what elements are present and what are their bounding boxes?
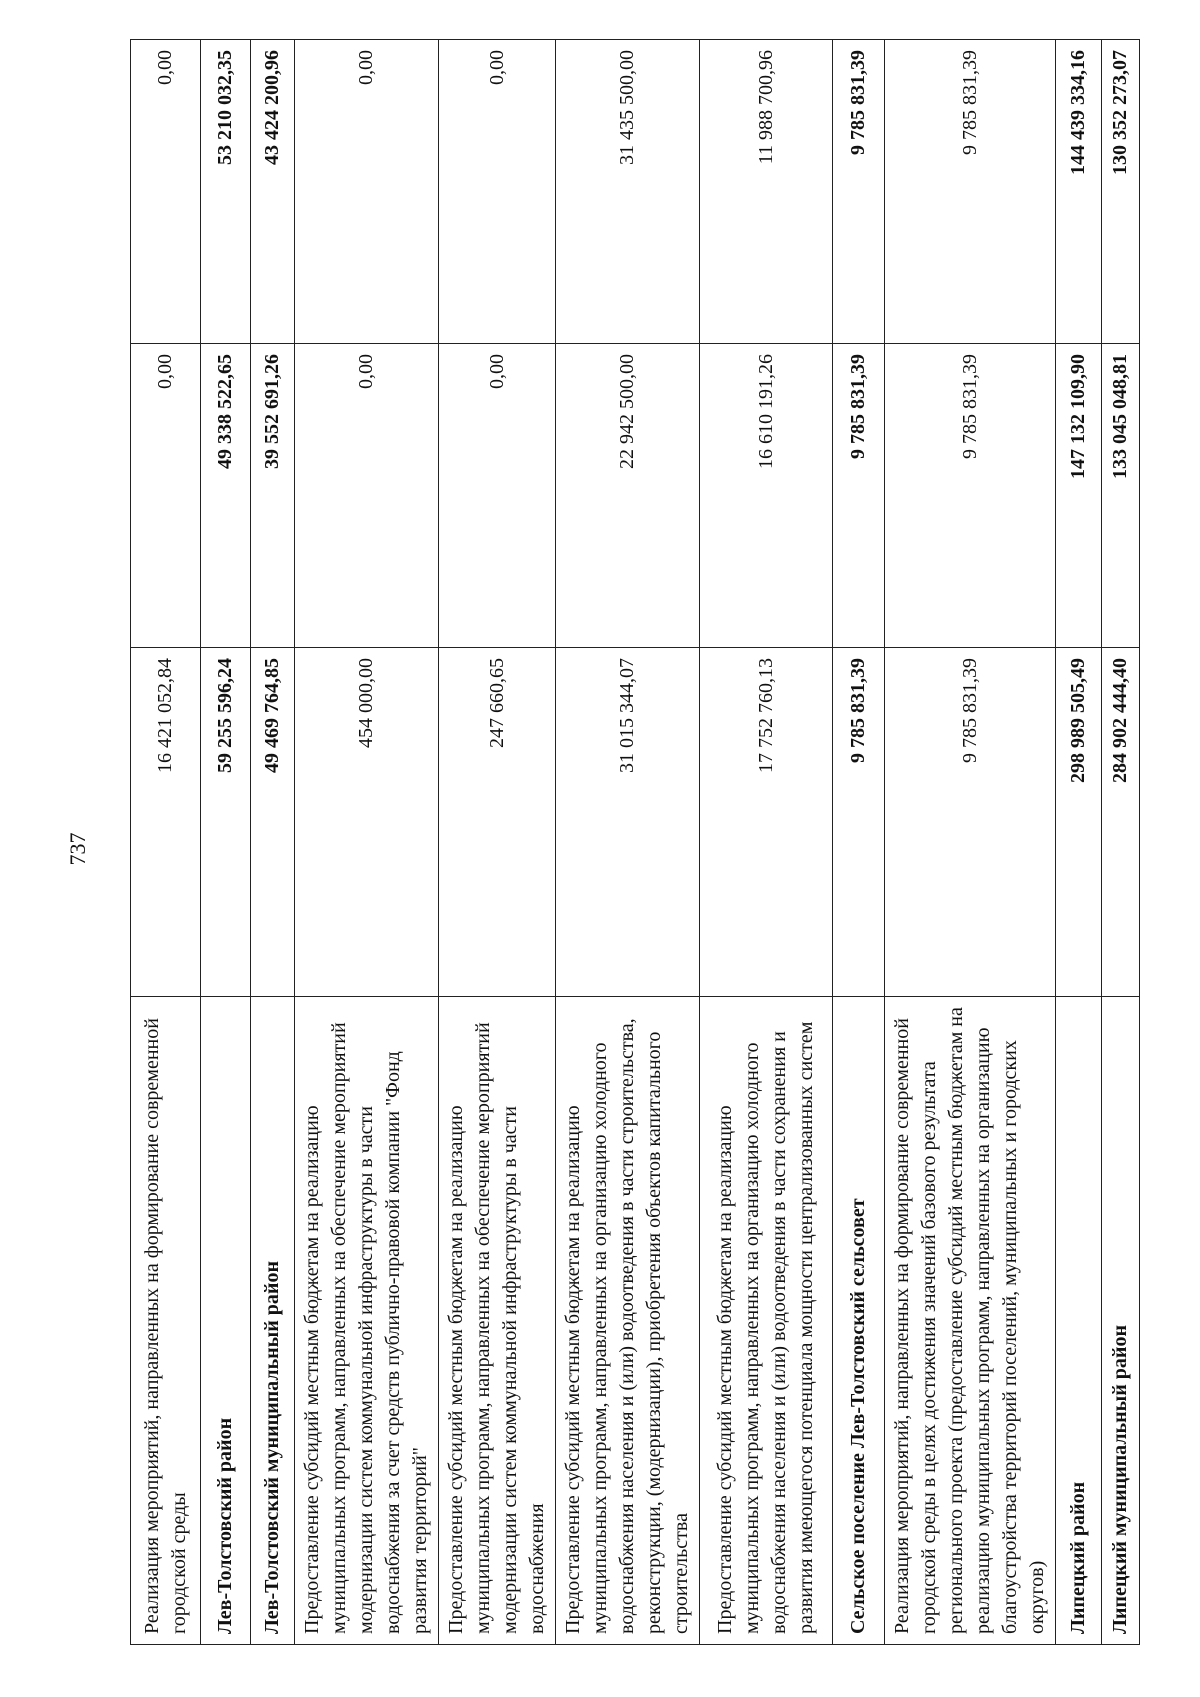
table-row: [700, 40, 833, 1645]
row-value-2: 22 942 500,00: [556, 344, 700, 648]
row-value-3: 0,00: [439, 40, 556, 344]
table-row: [201, 40, 251, 1645]
table-row: [1056, 40, 1102, 1645]
table-row: [1102, 40, 1140, 1645]
budget-table: [130, 39, 1140, 1645]
row-description: Липецкий муниципальный район: [1102, 997, 1140, 1645]
row-value-3: 9 785 831,39: [833, 40, 885, 344]
row-value-2: 49 338 522,65: [201, 344, 251, 648]
table-row: [439, 40, 556, 1645]
row-value-2: 133 045 048,81: [1102, 344, 1140, 648]
row-value-1: 298 989 505,49: [1056, 648, 1102, 997]
row-value-1: 284 902 444,40: [1102, 648, 1140, 997]
row-value-1: 247 660,65: [439, 648, 556, 997]
row-description: Лев-Толстовский район: [201, 997, 251, 1645]
row-value-2: 16 610 191,26: [700, 344, 833, 648]
row-value-1: 59 255 596,24: [201, 648, 251, 997]
row-description: Предоставление субсидий местным бюджетам на реализацию муниципальных программ, направленных на организацию холодного водоснабжения населения и (или) водоотведения в части строительства, реконструкции, (модернизации), приобретения объектов капитального строительства: [556, 997, 700, 1645]
table-row: [556, 40, 700, 1645]
row-value-2: 0,00: [295, 344, 439, 648]
table-row: [131, 40, 201, 1645]
row-description: Липецкий район: [1056, 997, 1102, 1645]
row-value-1: 31 015 344,07: [556, 648, 700, 997]
row-value-2: 0,00: [439, 344, 556, 648]
row-value-3: 53 210 032,35: [201, 40, 251, 344]
row-description: Реализация мероприятий, направленных на формирование современной городской среды в целях достижения значений базового результата регионального проекта (предоставление субсидий местным бюджетам на реализацию муниципальных программ, направленных на организацию благоустройства территорий поселений, муниципальных и городских округов): [885, 997, 1056, 1645]
table-row: [833, 40, 885, 1645]
row-value-3: 144 439 334,16: [1056, 40, 1102, 344]
row-value-3: 9 785 831,39: [885, 40, 1056, 344]
row-description: Предоставление субсидий местным бюджетам на реализацию муниципальных программ, направленных на организацию холодного водоснабжения населения и (или) водоотведения в части сохранения и развития имеющегося потенциала мощности централизованных систем: [700, 997, 833, 1645]
row-description: Предоставление субсидий местным бюджетам на реализацию муниципальных программ, направленных на обеспечение мероприятий модернизации систем коммунальной инфраструктуры в части водоснабжения: [439, 997, 556, 1645]
row-value-3: 130 352 273,07: [1102, 40, 1140, 344]
row-value-1: 49 469 764,85: [251, 648, 295, 997]
row-description: Сельское поселение Лев-Толстовский сельсовет: [833, 997, 885, 1645]
row-description: Предоставление субсидий местным бюджетам на реализацию муниципальных программ, направленных на обеспечение мероприятий модернизации систем коммунальной инфраструктуры в части водоснабжения за счет средств публично-правовой компании "Фонд развития территорий": [295, 997, 439, 1645]
table-row: [251, 40, 295, 1645]
row-description: Реализация мероприятий, направленных на формирование современной городской среды: [131, 997, 201, 1645]
row-value-1: 454 000,00: [295, 648, 439, 997]
row-value-3: 0,00: [295, 40, 439, 344]
page-number: 737: [65, 832, 90, 866]
row-value-2: 9 785 831,39: [885, 344, 1056, 648]
table-row: [295, 40, 439, 1645]
rotated-table-wrapper: [130, 40, 1131, 1645]
row-value-1: 9 785 831,39: [833, 648, 885, 997]
row-value-1: 16 421 052,84: [131, 648, 201, 997]
row-description: Лев-Толстовский муниципальный район: [251, 997, 295, 1645]
row-value-3: 11 988 700,96: [700, 40, 833, 344]
row-value-3: 31 435 500,00: [556, 40, 700, 344]
row-value-2: 39 552 691,26: [251, 344, 295, 648]
row-value-2: 9 785 831,39: [833, 344, 885, 648]
table-row: [885, 40, 1056, 1645]
row-value-1: 9 785 831,39: [885, 648, 1056, 997]
row-value-2: 147 132 109,90: [1056, 344, 1102, 648]
row-value-3: 43 424 200,96: [251, 40, 295, 344]
row-value-2: 0,00: [131, 344, 201, 648]
row-value-3: 0,00: [131, 40, 201, 344]
row-value-1: 17 752 760,13: [700, 648, 833, 997]
